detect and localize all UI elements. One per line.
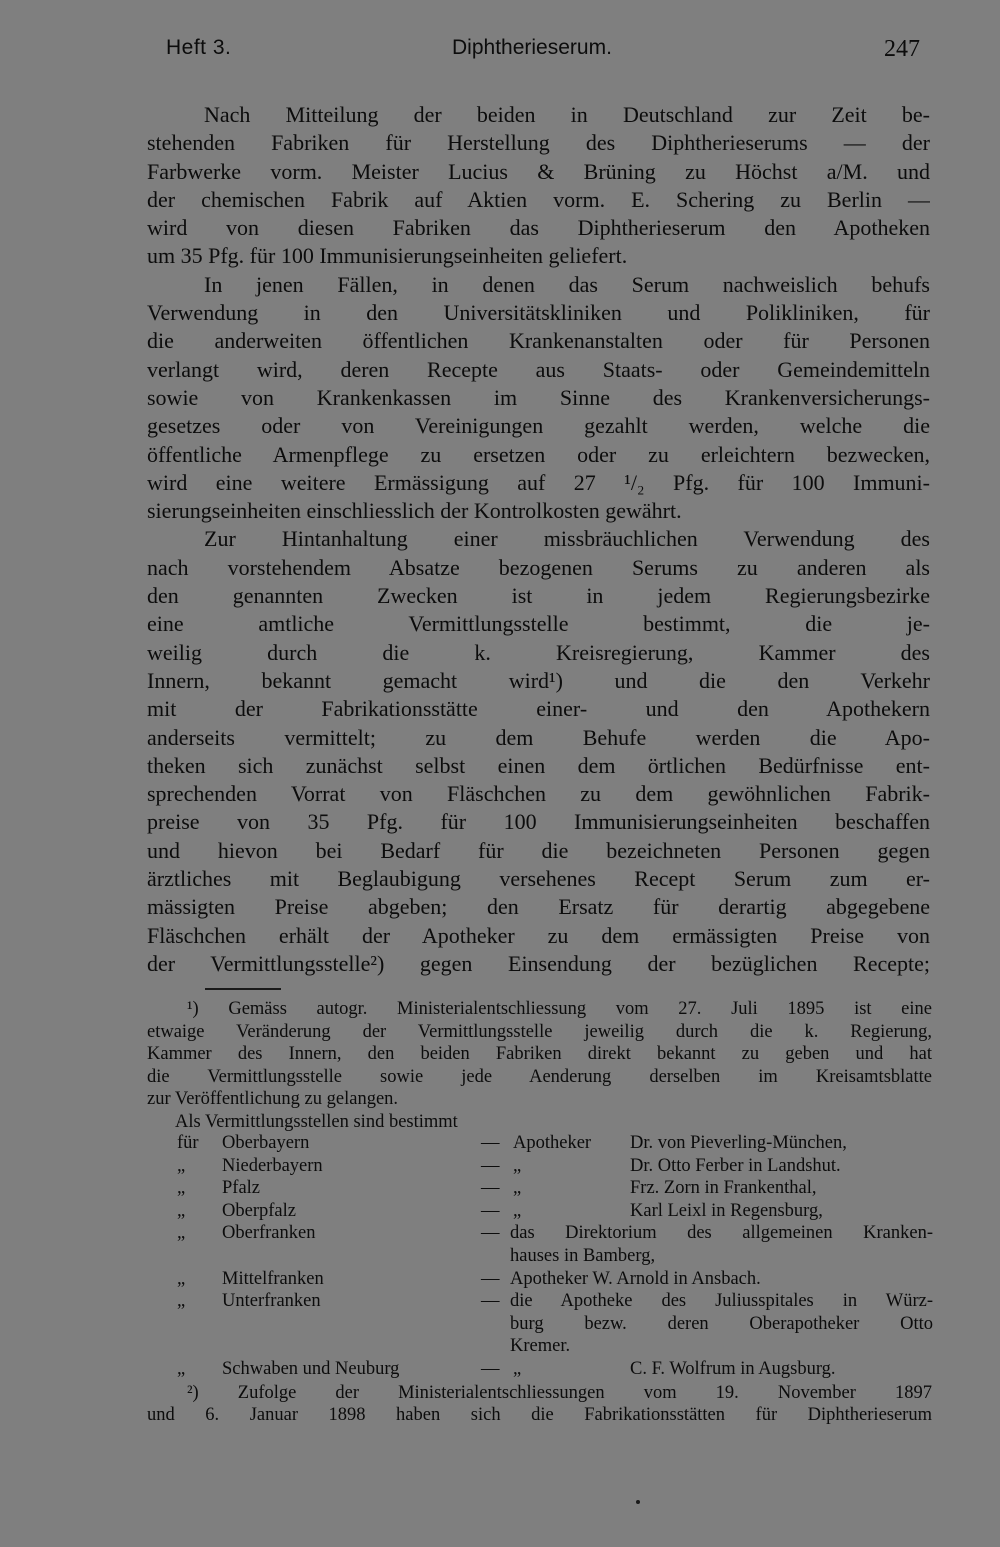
running-header-title: Diphtherieserum.: [452, 36, 612, 59]
body-line: gesetzes oder von Vereinigungen gezahlt werden, welche die: [147, 413, 930, 439]
body-line: Zur Hintanhaltung einer missbräuchlichen Verwendung des: [204, 526, 930, 552]
footnote-line: ¹) Gemäss autogr. Ministerialentschliessung vom 27. Juli 1895 ist eine: [187, 999, 932, 1019]
footnote-line: Kammer des Innern, den beiden Fabriken direkt bekannt zu geben und hat: [147, 1044, 932, 1065]
body-line: der chemischen Fabrik auf Aktien vorm. E. Schering zu Berlin —: [147, 186, 930, 212]
body-line: den genannten Zwecken ist in jedem Regierungsbezirke: [147, 583, 930, 609]
body-line: anderseits vermittelt; zu dem Behufe werden die Apo-: [147, 724, 930, 750]
assignment-mark: „: [177, 1178, 186, 1199]
running-header-issue: Heft 3.: [166, 36, 232, 59]
assignment-dash: —: [481, 1200, 500, 1221]
print-speck: [636, 1500, 640, 1504]
assignment-mark: „: [177, 1359, 186, 1379]
body-line: wird eine weitere Ermässigung auf 27 ¹/₂ Pfg. für 100 Immuni-: [147, 469, 930, 495]
page-number: 247: [884, 36, 920, 62]
assignment-dash: —: [481, 1155, 500, 1176]
assignment-region: Schwaben und Neuburg: [222, 1359, 400, 1379]
body-line: Fläschchen erhält der Apotheker zu dem ermässigten Preise von: [147, 922, 930, 948]
body-line: theken sich zunächst selbst einen dem örtlichen Bedürfnisse ent-: [147, 752, 930, 778]
footnote-separator: [205, 988, 281, 990]
assignment-mark: „: [177, 1200, 186, 1221]
footnote-line: und 6. Januar 1898 haben sich die Fabrikationsstätten für Diphtherieserum: [147, 1405, 932, 1426]
body-line: die anderweiten öffentlichen Krankenanstalten oder für Personen: [147, 328, 930, 354]
body-line: mit der Fabrikationsstätte einer- und den Apothekern: [147, 696, 930, 722]
assignment-agency-name: Dr. Otto Ferber in Landshut.: [630, 1155, 841, 1176]
body-line: um 35 Pfg. für 100 Immunisierungseinheiten geliefert.: [147, 243, 628, 269]
assignment-row: [0, 1223, 1000, 1246]
assignment-region: Oberpfalz: [222, 1200, 296, 1221]
assignment-agency-name: Dr. von Pieverling-München,: [630, 1133, 847, 1153]
body-line: Farbwerke vorm. Meister Lucius & Brüning zu Höchst a/M. und: [147, 158, 930, 184]
footnote-2: [147, 1382, 932, 1427]
assignment-agency: Apotheker W. Arnold in Ansbach.: [510, 1268, 761, 1289]
footnote-line: etwaige Veränderung der Vermittlungsstelle jeweilig durch die k. Regierung,: [147, 1021, 932, 1042]
assignment-row: [0, 1246, 1000, 1269]
body-line: sierungseinheiten einschliesslich der Kontrolkosten gewährt.: [147, 498, 682, 524]
body-line: weilig durch die k. Kreisregierung, Kammer des: [147, 639, 930, 665]
assignment-row: [0, 1156, 1000, 1179]
assignment-agency-type: „: [513, 1200, 522, 1221]
assignment-mark: für: [177, 1133, 199, 1153]
assignment-dash: —: [481, 1133, 500, 1153]
body-line: mässigten Preise abgeben; den Ersatz für derartig abgegebene: [147, 894, 930, 920]
footnote-line: die Vermittlungsstelle sowie jede Aenderung derselben im Kreisamtsblatte: [147, 1066, 932, 1087]
assignment-agency: burg bezw. deren Oberapotheker Otto: [510, 1313, 933, 1334]
footnote-line: Als Vermittlungsstellen sind bestimmt: [175, 1111, 458, 1132]
assignment-mark: „: [177, 1223, 186, 1244]
assignment-agency: hauses in Bamberg,: [510, 1246, 656, 1266]
assignment-agency-type: „: [513, 1155, 522, 1176]
assignment-row: [0, 1336, 1000, 1359]
footnote-line: zur Veröffentlichung zu gelangen.: [147, 1089, 399, 1110]
body-line: preise von 35 Pfg. für 100 Immunisierungseinheiten beschaffen: [147, 809, 930, 835]
assignment-region: Oberfranken: [222, 1223, 316, 1244]
body-text: [147, 101, 930, 978]
assignment-agency-type: „: [513, 1178, 522, 1199]
body-line: ärztliches mit Beglaubigung versehenes Recept Serum zum er-: [147, 866, 930, 892]
body-line: der Vermittlungsstelle²) gegen Einsendung der bezüglichen Recepte;: [147, 950, 930, 976]
assignment-agency-type: Apotheker: [513, 1133, 592, 1153]
assignment-agency-name: Frz. Zorn in Frankenthal,: [630, 1178, 817, 1199]
assignment-dash: —: [481, 1291, 500, 1312]
assignment-dash: —: [481, 1268, 500, 1289]
assignment-agency-name: C. F. Wolfrum in Augsburg.: [630, 1359, 836, 1379]
body-line: verlangt wird, deren Recepte aus Staats- oder Gemeindemitteln: [147, 356, 930, 382]
body-line: und hievon bei Bedarf für die bezeichneten Personen gegen: [147, 837, 930, 863]
assignment-mark: „: [177, 1268, 186, 1289]
body-line: öffentliche Armenpflege zu ersetzen oder zu erleichtern bezwecken,: [147, 441, 930, 467]
assignment-row: [0, 1133, 1000, 1156]
assignment-region: Pfalz: [222, 1178, 261, 1199]
assignment-dash: —: [481, 1178, 500, 1199]
assignment-region: Mittelfranken: [222, 1268, 324, 1289]
assignment-row: [0, 1314, 1000, 1337]
assignment-region: Oberbayern: [222, 1133, 310, 1153]
assignment-row: [0, 1269, 1000, 1292]
body-line: Nach Mitteilung der beiden in Deutschland zur Zeit be-: [204, 102, 930, 127]
assignment-dash: —: [481, 1223, 500, 1244]
body-line: sprechenden Vorrat von Fläschchen zu dem gewöhnlichen Fabrik-: [147, 781, 930, 807]
assignment-row: [0, 1178, 1000, 1201]
assignment-region: Unterfranken: [222, 1291, 321, 1312]
assignment-row: [0, 1201, 1000, 1224]
body-line: sowie von Krankenkassen im Sinne des Krankenversicherungs-: [147, 384, 930, 410]
body-line: wird von diesen Fabriken das Diphtherieserum den Apotheken: [147, 215, 930, 241]
assignment-agency: Kremer.: [510, 1336, 571, 1357]
assignment-agency-name: Karl Leixl in Regensburg,: [630, 1200, 823, 1221]
assignment-agency: die Apotheke des Juliusspitales in Würz-: [510, 1291, 933, 1312]
body-line: Innern, bekannt gemacht wird¹) und die den Verkehr: [147, 667, 930, 693]
assignment-dash: —: [481, 1359, 500, 1379]
assignment-row: [0, 1359, 1000, 1382]
assignment-agency-type: „: [513, 1359, 522, 1379]
body-line: eine amtliche Vermittlungsstelle bestimmt, die je-: [147, 611, 930, 637]
body-line: In jenen Fällen, in denen das Serum nachweislich behufs: [204, 271, 930, 297]
assignment-mark: „: [177, 1291, 186, 1312]
body-line: Verwendung in den Universitätskliniken und Polikliniken, für: [147, 300, 930, 326]
body-line: stehenden Fabriken für Herstellung des Diphtherieserums — der: [147, 130, 930, 156]
assignment-row: [0, 1291, 1000, 1314]
body-line: nach vorstehendem Absatze bezogenen Serums zu anderen als: [147, 554, 930, 580]
assignment-agency: das Direktorium des allgemeinen Kranken-: [510, 1223, 933, 1244]
assignment-mark: „: [177, 1155, 186, 1176]
footnote-line: ²) Zufolge der Ministerialentschliessungen vom 19. November 1897: [187, 1382, 932, 1403]
assignment-region: Niederbayern: [222, 1155, 323, 1176]
footnote-1: [147, 998, 932, 1134]
